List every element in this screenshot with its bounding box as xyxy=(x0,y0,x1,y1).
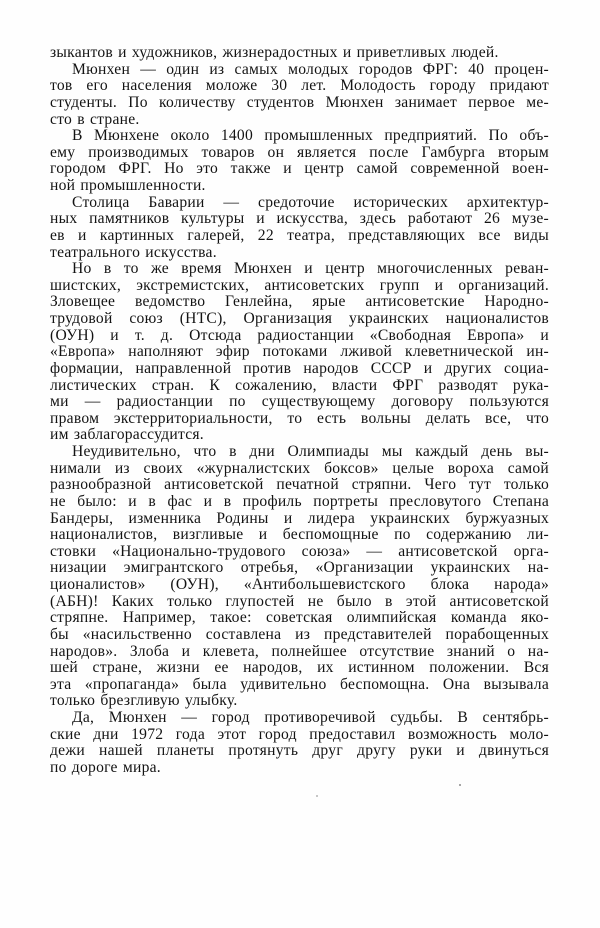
scan-speck xyxy=(459,784,461,786)
text-line: разнообразной антисоветской печатной стряпни. Чего тут только xyxy=(50,476,549,494)
text-line: Но в то же время Мюнхен и центр многочисленных реван- xyxy=(72,260,549,278)
paragraph xyxy=(50,710,549,777)
text-line: им заблагорассудится. xyxy=(50,426,204,444)
text-line: (ОУН) и т. д. Отсюда радиостанции «Свободная Европа» и xyxy=(50,326,549,344)
text-line: ские дни 1972 года этот город предоставил возможность моло- xyxy=(50,725,549,743)
text-line: шей стране, жизни ее народов, их истинном положении. Вся xyxy=(50,659,549,677)
text-line: зыкантов и художников, жизнерадостных и приветливых людей. xyxy=(50,44,499,61)
text-line: студенты. По количеству студентов Мюнхен занимает первое ме- xyxy=(50,93,549,111)
text-line: правом экстерриториальности, то есть вольны делать все, что xyxy=(50,409,549,427)
text-line: только брезгливую улыбку. xyxy=(50,692,238,710)
scan-speck xyxy=(316,795,318,797)
text-line: Мюнхен — один из самых молодых городов ФРГ: 40 процен- xyxy=(72,60,549,78)
text-line: В Мюнхене около 1400 промышленных предприятий. По объ- xyxy=(72,127,549,145)
text-line: эта «пропаганда» была удивительно беспомощна. Она вызывала xyxy=(50,675,549,693)
text-line: ев и картинных галерей, 22 театра, представляющих все виды xyxy=(50,226,549,244)
paragraph xyxy=(50,261,549,444)
text-line: листических стран. К сожалению, власти ФРГ разводят рука- xyxy=(50,376,549,394)
text-line: Бандеры, изменника Родины и лидера украинских буржуазных xyxy=(50,509,549,527)
text-line: ных памятников культуры и искусства, здесь работают 26 музе- xyxy=(50,210,549,228)
text-line: бы «насильственно составлена из представителей порабощенных xyxy=(50,625,549,643)
text-line: ной промышленности. xyxy=(50,177,206,194)
text-line: Неудивительно, что в дни Олимпиады мы каждый день вы- xyxy=(72,443,549,460)
text-line: стряпне. Например, такое: советская олимпийская команда яко- xyxy=(50,609,549,627)
text-line: ми — радиостанции по существующему договору пользуются xyxy=(50,393,549,411)
text-line: не было: и в фас и в профиль портреты пресловутого Степана xyxy=(50,492,549,510)
page-text xyxy=(50,45,549,777)
text-line: нимали из своих «журналистских боксов» целые вороха самой xyxy=(50,459,549,477)
text-line: низации эмигрантского отребья, «Организации украинских на- xyxy=(50,559,549,577)
text-line: Зловещее ведомство Генлейна, ярые антисоветские Народно- xyxy=(50,293,549,311)
text-line: Да, Мюнхен — город противоречивой судьбы. В сентябрь- xyxy=(72,709,549,726)
text-line: ционалистов» (ОУН), «Антибольшевистского блока народа» xyxy=(50,576,549,593)
text-line: сто в стране. xyxy=(50,110,140,128)
text-line: трудовой союз (НТС), Организация украинских националистов xyxy=(50,310,549,327)
text-line: стовки «Национально-трудового союза» — антисоветской орга- xyxy=(50,542,549,560)
text-line: (АБН)! Каких только глупостей не было в этой антисоветской xyxy=(50,592,549,610)
paragraph xyxy=(50,128,549,195)
text-line: народов». Злоба и клевета, полнейшее отсутствие знаний о на- xyxy=(50,642,549,660)
paragraph xyxy=(50,444,549,710)
text-line: дежи нашей планеты протянуть друг другу руки и двинуться xyxy=(50,742,549,760)
text-line: по дороге мира. xyxy=(50,758,161,776)
text-line: городом ФРГ. Но это также и центр самой современной воен- xyxy=(50,160,549,178)
paragraph xyxy=(50,62,549,129)
text-line: тов его населения моложе 30 лет. Молодость городу придают xyxy=(50,77,549,95)
text-line: формации, направленной против народов СССР и других социа- xyxy=(50,359,549,377)
text-line: Столица Баварии — средоточие исторических архитектур- xyxy=(72,193,549,211)
text-line: театрального искусства. xyxy=(50,243,217,261)
text-line: «Европа» наполняют эфир потоками лживой клеветнической ин- xyxy=(50,343,549,361)
text-line: националистов, визгливые и беспомощные по содержанию ли- xyxy=(50,526,549,544)
paragraph xyxy=(50,45,549,62)
paragraph xyxy=(50,195,549,262)
text-line: шистских, экстремистских, антисоветских групп и организаций. xyxy=(50,276,549,294)
text-line: ему производимых товаров он является после Гамбурга вторым xyxy=(50,143,549,161)
